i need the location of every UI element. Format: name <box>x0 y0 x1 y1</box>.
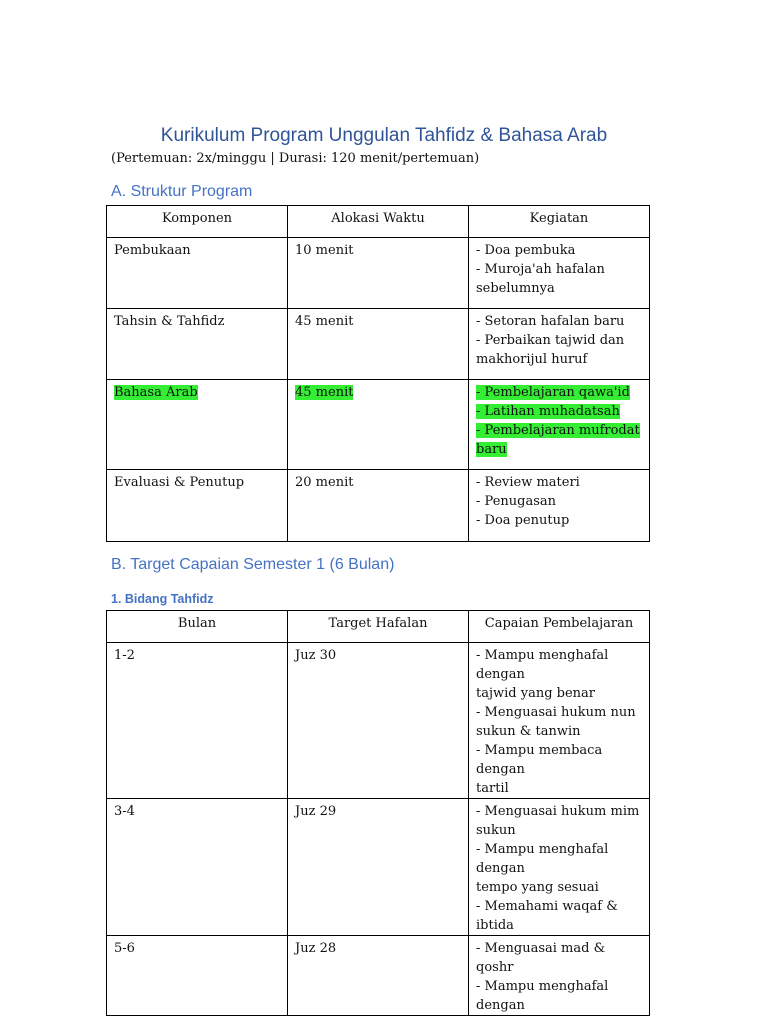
header-capaian-pembelajaran: Capaian Pembelajaran <box>469 611 650 643</box>
highlighted-text: baru <box>476 442 507 457</box>
table-header-row <box>107 611 650 643</box>
cell-komponen: Pembukaan <box>107 238 288 309</box>
highlighted-text: - Pembelajaran qawa'id <box>476 385 630 400</box>
cell-waktu <box>288 380 469 470</box>
capaian-line: sukun <box>476 823 516 838</box>
table-row-highlighted <box>107 380 650 470</box>
header-kegiatan: Kegiatan <box>469 206 650 238</box>
capaian-line: tempo yang sesuai <box>476 880 599 895</box>
capaian-line: - Menguasai hukum nun <box>476 705 636 720</box>
kegiatan-line: - Penugasan <box>476 494 556 509</box>
cell-capaian <box>469 643 650 799</box>
cell-komponen: Tahsin & Tahfidz <box>107 309 288 380</box>
cell-bulan: 3-4 <box>107 799 288 936</box>
cell-bulan: 5-6 <box>107 936 288 1016</box>
cell-kegiatan <box>469 380 650 470</box>
kegiatan-line <box>476 402 642 421</box>
document-subtitle: (Pertemuan: 2x/minggu | Durasi: 120 menit/pertemuan) <box>111 151 480 166</box>
highlighted-text: - Latihan muhadatsah <box>476 404 620 419</box>
capaian-line: tajwid yang benar <box>476 686 596 701</box>
highlighted-text: 45 menit <box>295 385 354 400</box>
header-alokasi-waktu: Alokasi Waktu <box>288 206 469 238</box>
section-a-heading: A. Struktur Program <box>111 183 253 200</box>
cell-capaian <box>469 936 650 1016</box>
kegiatan-line: - Perbaikan tajwid dan <box>476 333 625 348</box>
cell-komponen: Evaluasi & Penutup <box>107 470 288 542</box>
header-komponen: Komponen <box>107 206 288 238</box>
capaian-line: - Mampu menghafal dengan <box>476 842 609 876</box>
highlighted-text: Bahasa Arab <box>114 385 198 400</box>
highlighted-text: - Pembelajaran mufrodat <box>476 423 640 438</box>
cell-target: Juz 30 <box>288 643 469 799</box>
table-row <box>107 799 650 936</box>
cell-kegiatan <box>469 470 650 542</box>
kegiatan-line: - Review materi <box>476 475 580 490</box>
capaian-line: - Mampu menghafal dengan <box>476 979 609 1013</box>
table-row <box>107 309 650 380</box>
capaian-line: - Menguasai hukum mim <box>476 804 640 819</box>
capaian-line: sukun & tanwin <box>476 724 581 739</box>
struktur-program-table <box>106 205 650 542</box>
kegiatan-line <box>476 440 642 459</box>
capaian-line: - Mampu menghafal dengan <box>476 648 609 682</box>
capaian-line: - Memahami waqaf & ibtida <box>476 899 618 933</box>
cell-waktu: 20 menit <box>288 470 469 542</box>
kegiatan-line <box>476 383 642 402</box>
table-row <box>107 238 650 309</box>
table-row <box>107 936 650 1016</box>
kegiatan-line <box>476 421 642 440</box>
cell-kegiatan <box>469 309 650 380</box>
capaian-line: tartil <box>476 781 509 796</box>
kegiatan-line: sebelumnya <box>476 281 555 296</box>
kegiatan-line: - Doa pembuka <box>476 243 576 258</box>
cell-waktu: 45 menit <box>288 309 469 380</box>
cell-kegiatan <box>469 238 650 309</box>
target-capaian-table <box>106 610 650 1016</box>
section-b1-heading: 1. Bidang Tahfidz <box>111 592 214 606</box>
table-header-row <box>107 206 650 238</box>
capaian-line: - Mampu membaca dengan <box>476 743 603 777</box>
header-target-hafalan: Target Hafalan <box>288 611 469 643</box>
section-b-heading: B. Target Capaian Semester 1 (6 Bulan) <box>111 556 395 573</box>
table-row <box>107 643 650 799</box>
cell-target: Juz 29 <box>288 799 469 936</box>
kegiatan-line: - Doa penutup <box>476 513 570 528</box>
cell-bulan: 1-2 <box>107 643 288 799</box>
document-title: Kurikulum Program Unggulan Tahfidz & Bahasa Arab <box>160 125 608 146</box>
kegiatan-line: - Muroja'ah hafalan <box>476 262 605 277</box>
cell-target: Juz 28 <box>288 936 469 1016</box>
kegiatan-line: makhorijul huruf <box>476 352 588 367</box>
cell-capaian <box>469 799 650 936</box>
capaian-line: - Menguasai mad & qoshr <box>476 941 606 975</box>
header-bulan: Bulan <box>107 611 288 643</box>
table-row <box>107 470 650 542</box>
kegiatan-line: - Setoran hafalan baru <box>476 314 625 329</box>
cell-waktu: 10 menit <box>288 238 469 309</box>
cell-komponen <box>107 380 288 470</box>
